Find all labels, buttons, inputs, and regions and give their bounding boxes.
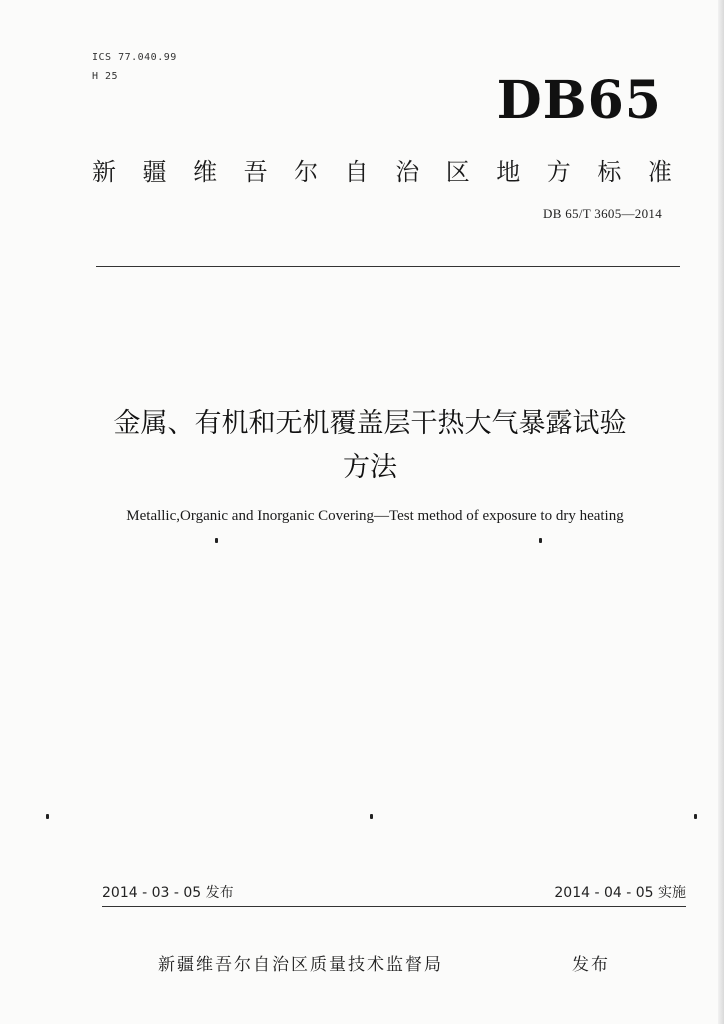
date-row: [102, 882, 686, 908]
title-english: Metallic,Organic and Inorganic Covering—Test method of exposure to dry heating: [126, 508, 624, 524]
standard-type-char: 准: [647, 158, 672, 186]
ics-code: ICS 77.040.99: [92, 52, 177, 63]
title-chinese: [60, 402, 680, 490]
standard-type-char: 新: [92, 158, 116, 186]
standard-type-char: 尔: [294, 158, 319, 186]
publish-label: 发布: [572, 955, 610, 975]
standard-type-char: 治: [395, 158, 420, 186]
implementation-date: 2014 - 04 - 05 实施: [554, 885, 686, 901]
standard-type-char: 地: [496, 158, 521, 186]
title-chinese-line-1: 金属、有机和无机覆盖层干热大气暴露试验: [113, 408, 627, 439]
standard-type-char: 自: [344, 158, 369, 186]
db65-logo: DB65: [496, 70, 662, 131]
scan-speck: [46, 814, 49, 819]
header-divider: [96, 266, 680, 267]
standard-type-char: 标: [597, 158, 622, 186]
scan-speck: [694, 814, 697, 819]
standard-type-char: 疆: [142, 158, 167, 186]
date-divider: [102, 906, 686, 907]
issuing-authority: 新疆维吾尔自治区质量技术监督局: [158, 955, 443, 975]
scan-speck: [370, 814, 373, 819]
ccs-code: H 25: [92, 71, 119, 82]
standard-type-char: 吾: [243, 158, 268, 186]
standard-number: DB 65/T 3605—2014: [543, 206, 662, 221]
scan-edge-shadow: [718, 0, 724, 1024]
scan-speck: [215, 538, 218, 543]
issue-date: 2014 - 03 - 05 发布: [102, 885, 234, 901]
standard-type-char: 维: [193, 158, 218, 186]
scan-speck: [539, 538, 542, 543]
standard-type-heading: [92, 152, 672, 187]
standard-type-char: 方: [546, 158, 571, 186]
standard-type-char: 区: [445, 158, 470, 186]
title-chinese-line-2: 方法: [343, 452, 397, 483]
